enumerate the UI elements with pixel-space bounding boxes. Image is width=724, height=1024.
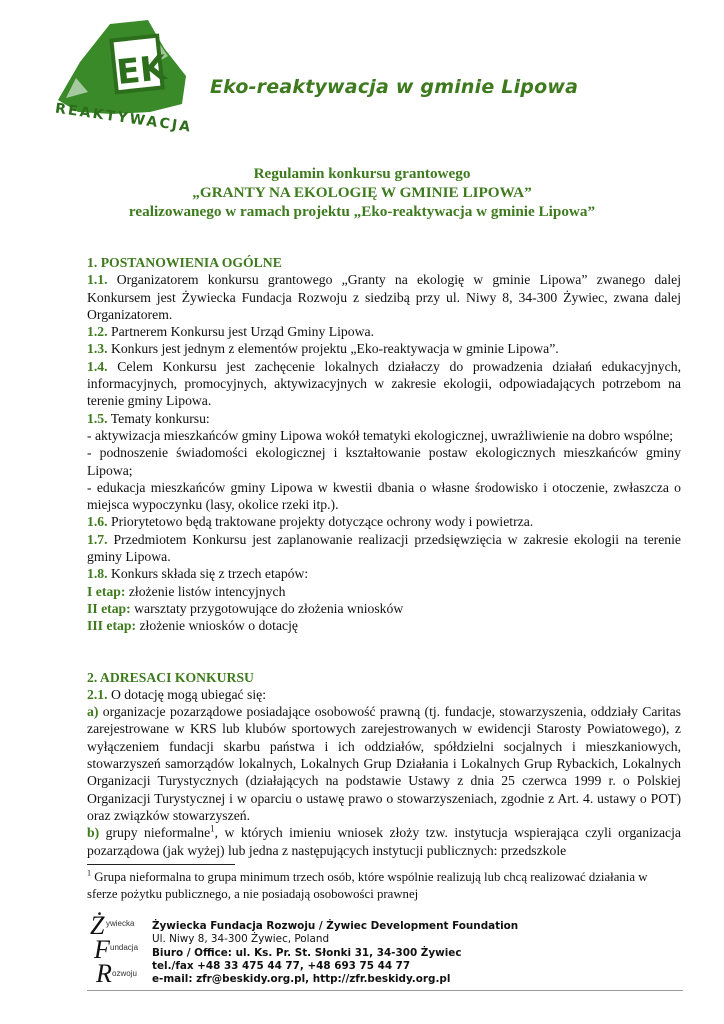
footnote-separator	[87, 864, 235, 865]
zfr-logo-f: F	[94, 935, 110, 964]
stage-1	[87, 583, 681, 600]
stage-3	[87, 617, 681, 634]
topic-item-3: - edukacja mieszkańców gminy Lipowa w kwestii dbania o własne środowisko i otoczenie, zwłaszcza o miejsca wypoczynku (lasy, okolice rzeki itp.).	[87, 479, 681, 513]
footer-office: Biuro / Office: ul. Ks. Pr. St. Słonki 31, 34-300 Żywiec	[152, 946, 462, 959]
paragraph-1-7	[87, 531, 681, 566]
paragraph-number: 1.2.	[87, 324, 108, 340]
paragraph-1-4	[87, 358, 681, 410]
document-title	[60, 164, 664, 221]
zfr-logo-word-3: ozwoju	[112, 969, 137, 978]
stage-text: warsztaty przygotowujące do złożenia wniosków	[134, 600, 404, 616]
paragraph-text: Celem Konkursu jest zachęcenie lokalnych działaczy do prowadzenia działań edukacyjnych, informacyjnych, promocyjnych, aktywizacyjnych w zakresie ekologii, odpowiadających potrzebom na terenie gminy Lipowa.	[87, 358, 681, 409]
stage-text: złożenie wniosków o dotację	[139, 618, 298, 634]
paragraph-text: Konkurs składa się z trzech etapów:	[110, 566, 309, 582]
paragraph-1-8	[87, 565, 681, 582]
topic-item-2: - podnoszenie świadomości ekologicznej i kształtowanie postaw ekologicznych mieszkańców gminy Lipowa;	[87, 445, 681, 478]
project-title: Eko-reaktywacja w gminie Lipowa	[210, 76, 579, 98]
footnote-marker: 1	[87, 868, 91, 878]
zfr-logo-word-1: ywiecka	[106, 919, 135, 928]
paragraph-1-6	[87, 513, 681, 530]
item-text: grupy nieformalne	[105, 825, 211, 841]
paragraph-number: 1.8.	[87, 566, 108, 582]
paragraph-1-2	[87, 323, 681, 340]
paragraph-text: Tematy konkursu:	[110, 410, 210, 426]
paragraph-text: Konkurs jest jednym z elementów projektu „Eko-reaktywacja w gminie Lipowa”.	[110, 341, 559, 357]
footer-contact	[152, 920, 672, 986]
item-a	[87, 703, 681, 824]
eko-reaktywacja-logo	[52, 18, 200, 140]
footer-phone: tel./fax +48 33 475 44 77, +48 693 75 44 77	[152, 959, 411, 972]
zfr-logo-r: R	[96, 959, 112, 988]
paragraph-2-1	[87, 686, 681, 703]
paragraph-number: 1.1.	[87, 272, 108, 288]
paragraph-number: 2.1.	[87, 686, 108, 702]
eko-reaktywacja-logo-graphic	[52, 18, 200, 140]
paragraph-1-5	[87, 410, 681, 427]
footnote-ref: 1	[210, 823, 215, 834]
footer-org-name: Żywiecka Fundacja Rozwoju / Żywiec Development Foundation	[152, 920, 519, 932]
item-text: organizacje pozarządowe posiadające osobowość prawną (tj. fundacje, stowarzyszenia, oddziały Caritas zarejestrowane w KRS lub klubów sportowych zarejestrowanych w ewidencji Starosty Powiatowego), z wyłączeniem fundacji skarbu państwa i ich oddziałów, spółdzielni socjalnych i mieszkaniowych, stowarzyszeń samorządów lokalnych, Lokalnych Grup Działania i Lokalnych Grup Rybackich, Lokalnych Organizacji Turystycznych (działających na podstawie Ustawy z dnia 25 czerwca 1999 r. o Polskiej Organizacji Turystycznej i w oparciu o ustawę prawo o stowarzyszeniach, zgodnie z Art. 4. ustawy o POT) oraz związków stowarzyszeń.	[87, 704, 681, 823]
paragraph-1-1	[87, 271, 681, 323]
logo-reaktywacja-text: REAKTYWACJA	[54, 100, 192, 136]
paragraph-text: Przedmiotem Konkursu jest zaplanowanie realizacji przedsięwzięcia w zakresie ekologii na terenie gminy Lipowa.	[87, 531, 682, 565]
title-line-3: realizowanego w ramach projektu „Eko-reaktywacja w gminie Lipowa”	[128, 203, 596, 220]
title-line-2: „GRANTY NA EKOLOGIĘ W GMINIE LIPOWA”	[192, 184, 532, 201]
item-label: a)	[87, 704, 99, 720]
footer-email: e-mail: zfr@beskidy.org.pl, http://zfr.beskidy.org.pl	[152, 973, 451, 986]
footnote-text: Grupa nieformalna to grupa minimum trzech osób, które wspólnie realizują lub chcą realizować działania w sferze pożytku publicznego, a nie posiadają osobowości prawnej	[87, 870, 648, 901]
zfr-logo	[88, 911, 144, 988]
paragraph-number: 1.3.	[87, 341, 108, 357]
stage-label: II etap:	[87, 600, 131, 616]
paragraph-number: 1.4.	[87, 358, 108, 374]
paragraph-1-3	[87, 340, 681, 357]
footer-separator	[87, 990, 683, 991]
topic-item-1: - aktywizacja mieszkańców gminy Lipowa wokół tematyki ekologicznej, uwrażliwienie na dobro wspólne;	[87, 427, 674, 443]
item-label: b)	[87, 825, 100, 841]
item-text-cont: , w których imieniu wniosek złoży tzw. instytucja wspierająca czyli organizacja pozarządowa (jak wyżej) lub jedna z następujących instytucji publicznych: przedszkole	[87, 825, 682, 858]
paragraph-text: Organizatorem konkursu grantowego „Granty na ekologię w gminie Lipowa” zwanego dalej Konkursem jest Żywiecka Fundacja Rozwoju z siedzibą przy ul. Niwy 8, 34-300 Żywiec, zwana dalej Organizatorem.	[87, 272, 682, 322]
section-2-heading: 2. ADRESACI KONKURSU	[87, 669, 254, 685]
paragraph-text: Partnerem Konkursu jest Urząd Gminy Lipowa.	[110, 324, 374, 340]
document-body	[87, 254, 681, 859]
paragraph-number: 1.7.	[87, 531, 108, 547]
paragraph-number: 1.5.	[87, 410, 108, 426]
footer-address: Ul. Niwy 8, 34-300 Żywiec, Poland	[152, 933, 330, 946]
title-line-1: Regulamin konkursu grantowego	[253, 165, 471, 182]
paragraph-text: O dotację mogą ubiegać się:	[110, 686, 267, 702]
stage-2	[87, 600, 681, 617]
footnote	[87, 869, 681, 902]
stage-label: I etap:	[87, 583, 126, 599]
zfr-logo-z: Ż	[90, 911, 105, 940]
stage-text: złożenie listów intencyjnych	[128, 583, 286, 599]
section-1-heading: 1. POSTANOWIENIA OGÓLNE	[87, 255, 282, 270]
stage-label: III etap:	[87, 618, 137, 634]
paragraph-number: 1.6.	[87, 514, 108, 530]
zfr-logo-word-2: undacja	[110, 943, 139, 952]
paragraph-text: Priorytetowo będą traktowane projekty dotyczące ochrony wody i powietrza.	[110, 514, 534, 530]
item-b	[87, 824, 681, 859]
logo-ek-text: EK	[114, 48, 169, 94]
